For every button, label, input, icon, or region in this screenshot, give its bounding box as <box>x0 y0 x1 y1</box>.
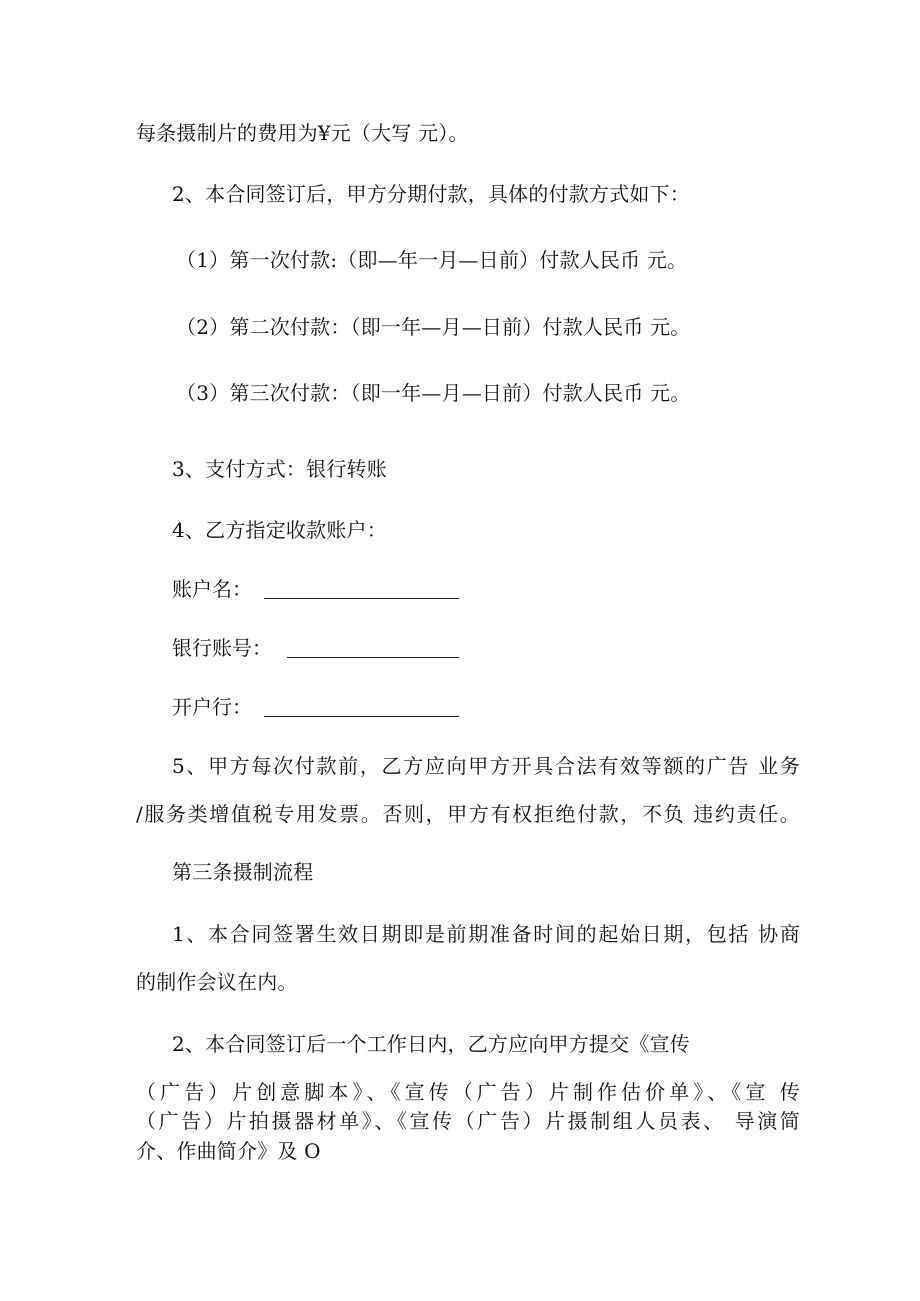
bank-account-blank <box>287 657 459 658</box>
clause-2-payment-schedule: 2、本合同签订后，甲方分期付款，具体的付款方式如下： <box>172 182 690 206</box>
opening-bank-blank <box>264 716 459 717</box>
fee-line: 每条摄制片的费用为¥元（大写 元）。 <box>136 121 469 145</box>
installment-2: （2）第二次付款：（即一年—月—日前）付款人民币 元。 <box>176 315 691 339</box>
article-3-item-1-line-2: 的制作会议在内。 <box>136 970 298 994</box>
article-3-title: 第三条摄制流程 <box>172 860 314 884</box>
clause-5-line-1: 5、甲方每次付款前，乙方应向甲方开具合法有效等额的广告 业务 <box>172 754 800 778</box>
clause-4-designated-account: 4、乙方指定收款账户： <box>172 518 387 542</box>
installment-3: （3）第三次付款：（即一年—月—日前）付款人民币 元。 <box>176 381 691 405</box>
opening-bank-label: 开户行： <box>172 695 252 719</box>
article-3-item-2-line-3: （广告）片拍摄器材单》、《宣传（广告）片摄制组人员表、 导演简 <box>136 1109 800 1133</box>
article-3-item-2-line-2: （广告）片创意脚本》、《宣传（广告）片制作估价单》、《宣 传 <box>136 1080 800 1104</box>
clause-5-line-2: /服务类增值税专用发票。否则，甲方有权拒绝付款，不负 违约责任。 <box>136 802 800 826</box>
article-3-item-1-line-1: 1、本合同签署生效日期即是前期准备时间的起始日期，包括 协商 <box>172 922 800 946</box>
account-name-blank <box>264 598 459 599</box>
article-3-item-2-line-1: 2、本合同签订后一个工作日内，乙方应向甲方提交《宣传 <box>172 1032 690 1056</box>
clause-3-payment-method: 3、支付方式：银行转账 <box>172 457 387 481</box>
account-name-label: 账户名： <box>172 577 252 601</box>
bank-account-label: 银行账号： <box>172 636 272 660</box>
article-3-item-2-line-4: 介、作曲简介》及 O <box>136 1139 321 1163</box>
installment-1: （1）第一次付款:（即—年一月—日前）付款人民币 元。 <box>176 248 688 272</box>
